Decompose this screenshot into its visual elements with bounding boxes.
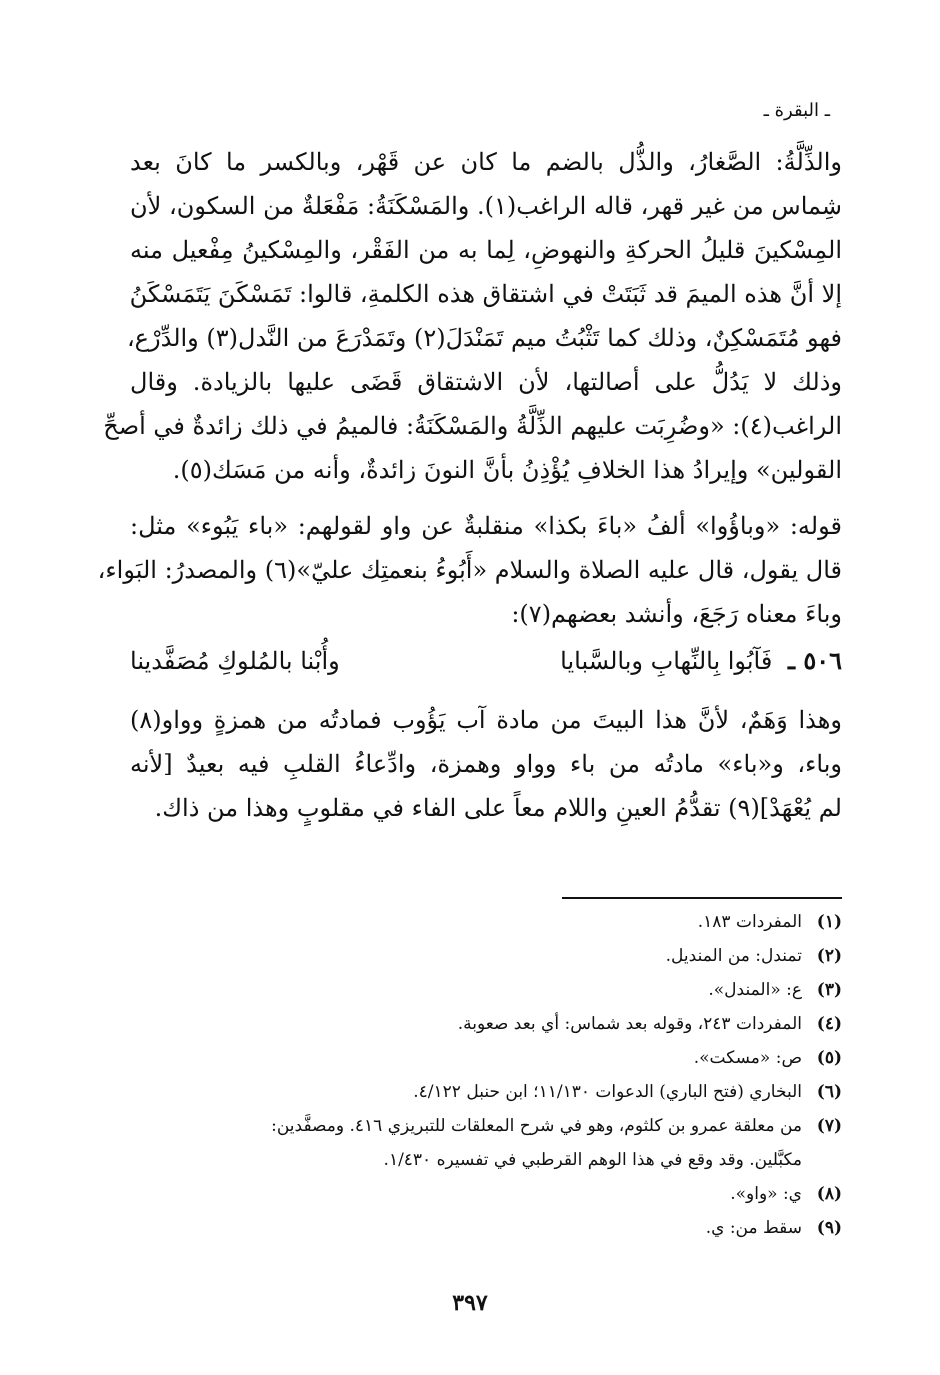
footnote-text-line: مكبَّلين. وقد وقع في هذا الوهم القرطبي في تفسيره ١/٤٣٠.	[383, 1150, 802, 1170]
text-line: القولين» وإيرادُ هذا الخلافِ يُؤْذِنُ بأنَّ النونَ زائدةٌ، وأنه من مَسَك(٥).	[172, 456, 842, 484]
text-line: وذلك لا يَدُلُّ على أصالتها، لأن الاشتقاق قَضَى عليها بالزيادة. وقال	[130, 368, 842, 396]
text-line: المِسْكينَ قليلُ الحركةِ والنهوضِ، لِما به من الفَقْر، والمِسْكينُ مِفْعيل منه	[130, 236, 842, 264]
footnote	[130, 1211, 842, 1245]
footnote-number: (٩)	[816, 1218, 842, 1238]
footnote-text: المفردات ٢٤٣، وقوله بعد شماس: أي بعد صعوبة.	[457, 1014, 802, 1034]
text-line: قال يقول، قال عليه الصلاة والسلام «أَبُوءُ بنعمتِك عليّ»(٦) والمصدرُ: البَواء،	[97, 556, 842, 584]
text-line: شِماس من غير قهر، قاله الراغب(١). والمَسْكَنَةُ: مَفْعَلةٌ من السكون، لأن	[130, 192, 842, 220]
footnote	[130, 905, 842, 939]
footnote-number: (٦)	[816, 1082, 842, 1102]
paragraph-2	[97, 504, 842, 636]
footnotes	[130, 905, 842, 1245]
footnote-text: المفردات ١٨٣.	[697, 912, 802, 932]
footnote-number: (٤)	[816, 1014, 842, 1034]
running-header: ـ البقرة ـ	[763, 100, 830, 121]
footnote-divider	[562, 897, 842, 899]
footnote-text: ص: «مسكت».	[693, 1048, 802, 1068]
footnote-text: تمندل: من المنديل.	[665, 946, 802, 966]
text-line: وباءَ معناه رَجَعَ، وأنشد بعضهم(٧):	[511, 600, 842, 628]
footnote-text: البخاري (فتح الباري) الدعوات ١١/١٣٠؛ ابن حنبل ٤/١٢٢.	[413, 1082, 802, 1102]
text-line: لم يُعْهَدْ](٩) تقدُّمُ العينِ واللام معاً على الفاء في مقلوبٍ وهذا من ذاك.	[154, 794, 842, 822]
footnote-number: (٨)	[816, 1184, 842, 1204]
footnote-number: (٢)	[816, 946, 842, 966]
footnote-number: (١)	[816, 912, 842, 932]
footnote-text	[130, 1109, 802, 1177]
poetry-verse	[130, 636, 842, 686]
verse-number: ٥٠٦ ـ	[787, 646, 842, 675]
footnote	[130, 1177, 842, 1211]
footnote-text-line: من معلقة عمرو بن كلثوم، وهو في شرح المعلقات للتبريزي ٤١٦. ومصفَّدين:	[271, 1116, 802, 1136]
footnote	[130, 1075, 842, 1109]
footnote-text: ي: «واو».	[730, 1184, 802, 1204]
main-text	[97, 140, 842, 830]
verse-second-hemistich: وأُبْنا بالمُلوكِ مُصَفَّدينا	[130, 647, 340, 675]
footnote-number: (٣)	[816, 980, 842, 1000]
footnote	[130, 939, 842, 973]
footnote-number: (٥)	[816, 1048, 842, 1068]
paragraph-3	[130, 698, 842, 830]
footnote	[130, 1109, 842, 1177]
text-line: وباء، و«باء» مادتُه من باء وواو وهمزة، وادِّعاءُ القلبِ فيه بعيدٌ [لأنه	[130, 750, 842, 778]
verse-first-hemistich: فَآبُوا بِالنِّهابِ وبالسَّبايا	[560, 647, 773, 675]
text-line: قوله: «وباؤُوا» ألفُ «باءَ بكذا» منقلبةٌ عن واو لقولهم: «باء يَبُوء» مثل:	[130, 512, 842, 540]
footnote-number: (٧)	[816, 1116, 842, 1136]
text-line: فهو مُتَمَسْكِنٌ، وذلك كما تَثْبُتُ ميم تَمَنْدَلَ(٢) وتَمَدْرَعَ من النَّدل(٣) والدِّرْع،	[126, 324, 842, 352]
paragraph-1	[103, 140, 842, 492]
footnote-text: ع: «المندل».	[708, 980, 802, 1000]
verse-first-part	[560, 636, 842, 686]
text-line: إلا أنَّ هذه الميمَ قد ثَبَتَتْ في اشتقاق هذه الكلمةِ، قالوا: تَمَسْكَنَ يَتَمَسْكَنُ	[129, 280, 842, 308]
text-line: الراغب(٤): «وضُرِبَت عليهم الذِّلَّةُ والمَسْكَنَةُ: فالميمُ في ذلك زائدةٌ في أصحِّ	[103, 412, 842, 440]
footnote	[130, 1041, 842, 1075]
page-number: ٣٩٧	[452, 1290, 488, 1316]
footnote-text: سقط من: ي.	[705, 1218, 802, 1238]
text-line: وهذا وَهَمٌ، لأنَّ هذا البيتَ من مادة آب يَؤُوب فمادتُه من همزةٍ وواو(٨)	[130, 706, 842, 734]
text-line: والذِّلَّةُ: الصَّغارُ، والذُّل بالضم ما كان عن قَهْر، وبالكسر ما كانَ بعد	[130, 148, 842, 176]
footnote	[130, 973, 842, 1007]
footnote	[130, 1007, 842, 1041]
